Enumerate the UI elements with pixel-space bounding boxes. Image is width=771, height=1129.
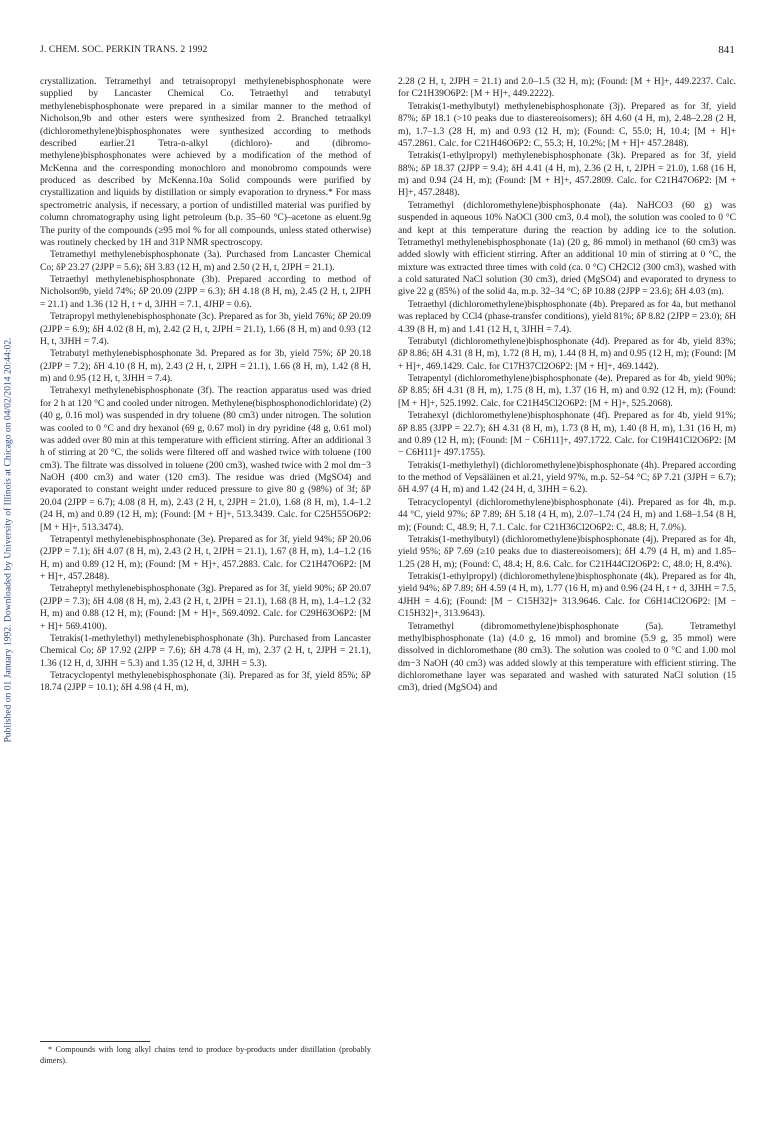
journal-citation: J. CHEM. SOC. PERKIN TRANS. 2 1992 bbox=[40, 44, 208, 55]
paragraph: Tetramethyl methylenebisphosphonate (3a). Purchased from Lancaster Chemical Co; δP 23.27 (2JPP = 5.6); δH 3.83 (12 H, m) and 2.50 (2 H, t, 2JPH = 21.1). bbox=[40, 249, 371, 273]
paragraph: Tetracyclopentyl (dichloromethylene)bisphosphonate (4i). Prepared as for 4h, m.p. 44 °C, yield 97%; δP 7.89; δH 5.18 (4 H, m), 2.07–1.74 (24 H, m) and 1.68–1.54 (8 H, m); (Found: C, 48.9; H, 7.1. Calc. for C21H36Cl2O6P2: C, 48.8; H, 7.0%). bbox=[398, 496, 736, 533]
paragraph: Tetraheptyl methylenebisphosphonate (3g). Prepared as for 3f, yield 90%; δP 20.07 (2JPP = 7.3); δH 4.08 (8 H, m), 2.43 (2 H, t, 2JPH = 21.1), 1.68 (8 H, m), 1.4–1.2 (32 H, m) and 0.88 (12 H, m); (Found: [M + H]+, 569.4092. Calc. for C29H63O6P2: [M + H]+ 569.4100). bbox=[40, 583, 371, 632]
paragraph: Tetrahexyl (dichloromethylene)bisphosphonate (4f). Prepared as for 4b, yield 91%; δP 8.85 (3JPP = 22.7); δH 4.31 (8 H, m), 1.73 (8 H, m), 1.40 (8 H, m), 1.31 (16 H, m) and 0.89 (12 H, m); (Found: [M − C6H11]+, 497.1722. Calc. for C19H41Cl2O6P2: [M − C6H11]+ 497.1755). bbox=[398, 410, 736, 459]
footnote-rule bbox=[40, 1041, 150, 1042]
running-head bbox=[40, 44, 735, 58]
paragraph: Tetrahexyl methylenebisphosphonate (3f). The reaction apparatus used was dried for 2 h at 120 °C and cooled under nitrogen. Methylene(bisphosphonodichloridate) (2) (40 g, 0.16 mol) was suspended in dry toluene (80 cm3) under nitrogen. The solution was cooled to 0 °C and dry hexanol (69 g, 0.67 mol) in dry pyridine (48 g, 0.61 mol) was added over 80 min at this temperature with efficient stirring. After an additional 3 h of stirring at 20 °C, the solids were filtered off and washed twice with toluene (100 cm3). The filtrate was dissolved in toluene (200 cm3), washed twice with 2 mol dm−3 NaOH (400 cm3) and water (120 cm3). The residue was dried (MgSO4) and evaporated to constant weight under reduced pressure to give 80 g (98%) of 3f; δP 20.04 (2JPP = 6.7); 4.08 (8 H, m), 2.43 (2 H, t, 2JPH = 21.0), 1.68 (8 H, m), 1.4–1.2 (24 H, m) and 0.89 (12 H, m); (Found: [M + H]+, 513.3439. Calc. for C25H55O6P2: [M + H]+, 513.3474). bbox=[40, 385, 371, 533]
paragraph: Tetrapentyl (dichloromethylene)bisphosphonate (4e). Prepared as for 4b, yield 90%; δP 8.85; δH 4.31 (8 H, m), 1.75 (8 H, m), 1.37 (16 H, m) and 0.92 (12 H, m); (Found: [M + H]+, 525.1992. Calc. for C21H45Cl2O6P2: [M + H]+, 525.2068). bbox=[398, 373, 736, 409]
paragraph: Tetramethyl (dibromomethylene)bisphosphonate (5a). Tetramethyl methylbisphosphonate (1a) (4.0 g, 16 mmol) and bromine (5.9 g, 35 mmol) were dissolved in dichloromethane (80 cm3). The solution was cooled to 0 °C and 1.00 mol dm−3 NaOH (40 cm3) was added slowly at this temperature with efficient stirring. The dichloromethane layer was separated and washed with saturated NaCl solution (15 cm3), dried (MgSO4) and bbox=[398, 620, 736, 694]
paragraph: 2.28 (2 H, t, 2JPH = 21.1) and 2.0–1.5 (32 H, m); (Found: [M + H]+, 449.2237. Calc. for C21H39O6P2: [M + H]+, 449.2222). bbox=[398, 76, 736, 100]
paragraph: Tetrakis(1-ethylpropyl) (dichloromethylene)bisphosphonate (4k). Prepared as for 4h, yield 94%; δP 7.89; δH 4.59 (4 H, m), 1.77 (16 H, m) and 0.96 (24 H, t + d, 3JHH = 7.5, 4JHH = 4.6); (Found: [M − C15H32]+ 313.9646. Calc. for C6H14Cl2O6P2: [M − C15H32]+, 313.9643). bbox=[398, 571, 736, 620]
page-number: 841 bbox=[718, 44, 735, 56]
paragraph: Tetrakis(1-methylbutyl) methylenebisphosphonate (3j). Prepared as for 3f, yield 87%; δP 18.1 (>10 peaks due to diastereoisomers); δH 4.60 (4 H, m), 2.48–2.28 (2 H, m), 1.7–1.3 (28 H, m) and 0.93 (12 H, m); (Found: C, 55.0; H, 10.4; [M + H]+ 457.2861. Calc. for C21H46O6P2: C, 55.3; H, 10.2%; [M + H]+ 457.2848). bbox=[398, 100, 736, 149]
paragraph: Tetrabutyl methylenebisphosphonate 3d. Prepared as for 3b, yield 75%; δP 20.18 (2JPP = 7.2); δH 4.10 (8 H, m), 2.43 (2 H, t, 2JPH = 21.1), 1.66 (8 H, m), 1.42 (8 H, m) and 0.95 (12 H, t, 3JHH = 7.4). bbox=[40, 348, 371, 384]
paragraph: Tetrakis(1-methylethyl) (dichloromethylene)bisphosphonate (4h). Prepared according to the method of Vepsäläinen et al.21, yield 97%, m.p. 52–54 °C; δP 7.21 (3JPH = 6.7); δH 4.97 (4 H, m) and 1.42 (24 H, d, 3JHH = 6.2). bbox=[398, 459, 736, 496]
footnote bbox=[40, 1045, 371, 1066]
paragraph: Tetrapentyl methylenebisphosphonate (3e). Prepared as for 3f, yield 94%; δP 20.06 (2JPP = 7.1); δH 4.07 (8 H, m), 2.43 (2 H, t, 2JPH = 21.1), 1.67 (8 H, m), 1.4–1.2 (16 H, m) and 0.89 (12 H, m); (Found: [M + H]+, 457.2883. Calc. for C21H47O6P2: [M + H]+, 457.2848). bbox=[40, 533, 371, 582]
footnote-text: * Compounds with long alkyl chains tend to produce by-products under distillation (probably dimers). bbox=[40, 1045, 371, 1065]
left-column bbox=[40, 76, 371, 695]
paragraph: Tetrakis(1-methylethyl) methylenebisphosphonate (3h). Purchased from Lancaster Chemical Co; δP 17.92 (2JPP = 7.6); δH 4.78 (4 H, m), 2.37 (2 H, t, 2JPH = 21.1), 1.36 (12 H, d, 3JHH = 5.3) and 1.35 (12 H, d, 3JHH = 5.3). bbox=[40, 632, 371, 669]
paragraph: Tetrapropyl methylenebisphosphonate (3c). Prepared as for 3b, yield 76%; δP 20.09 (2JPP = 6.9); δH 4.02 (8 H, m), 2.42 (2 H, t, 2JPH = 21.1), 1.66 (8 H, m) and 0.93 (12 H, t, 3JHH = 7.4). bbox=[40, 311, 371, 347]
paragraph: Tetrabutyl (dichloromethylene)bisphosphonate (4d). Prepared as for 4b, yield 83%; δP 8.86; δH 4.31 (8 H, m), 1.72 (8 H, m), 1.44 (8 H, m) and 0.95 (12 H, m); (Found: [M + H]+, 469.1429. Calc. for C17H37Cl2O6P2: [M + H]+, 469.1442). bbox=[398, 335, 736, 372]
paragraph: Tetramethyl (dichloromethylene)bisphosphonate (4a). NaHCO3 (60 g) was suspended in aqueous 10% NaOCl (300 cm3, 0.4 mol), the solution was cooled to 0 °C and kept at this temperature during the reaction by adding ice to the solution. Tetramethyl methylenebisphosphonate (1a) (20 g, 86 mmol) in methanol (60 cm3) was added slowly with efficient stirring. After an additional 10 min of stirring at 0 °C, the mixture was extracted three times with cold (ca. 0 °C) CH2Cl2 (300 cm3), washed with a cold saturated NaCl solution (30 cm3), dried (MgSO4) and evaporated to dryness to give 22 g (85%) of the solid 4a, m.p. 32–34 °C; δP 10.88 (2JPP = 23.6); δH 4.03 (m). bbox=[398, 199, 736, 298]
download-watermark-text: Published on 01 January 1992. Downloaded by University of Illinois at Chicago on 04/02/2014 20:44:02. bbox=[2, 337, 14, 743]
paragraph: Tetraethyl (dichloromethylene)bisphosphonate (4b). Prepared as for 4a, but methanol was replaced by CCl4 (phase-transfer conditions), yield 81%; δP 8.82 (2JPP = 23.0); δH 4.39 (8 H, m) and 1.41 (12 H, t, 3JHH = 7.4). bbox=[398, 298, 736, 335]
paragraph: Tetracyclopentyl methylenebisphosphonate (3i). Prepared as for 3f, yield 85%; δP 18.74 (2JPP = 10.1); δH 4.98 (4 H, m), bbox=[40, 670, 371, 694]
right-column bbox=[398, 76, 736, 695]
paragraph: Tetraethyl methylenebisphosphonate (3b). Prepared according to method of Nicholson9b, yield 74%; δP 20.09 (2JPP = 6.3); δH 4.18 (8 H, m), 2.45 (2 H, t, 2JPH = 21.1) and 1.36 (12 H, t + d, 3JHH = 7.1, 4JHP = 0.6). bbox=[40, 274, 371, 310]
paragraph: Tetrakis(1-ethylpropyl) methylenebisphosphonate (3k). Prepared as for 3f, yield 88%; δP 18.37 (2JPP = 9.4); δH 4.41 (4 H, m), 2.36 (2 H, t, 2JPH = 21.0), 1.68 (16 H, m) and 0.94 (24 H, m); (Found: [M + H]+, 457.2809. Calc. for C21H47O6P2: [M + H]+, 457.2848). bbox=[398, 150, 736, 199]
paragraph: crystallization. Tetramethyl and tetraisopropyl methylenebisphosphonate were supplied by Lancaster Chemical Co. Tetraethyl and tetrabutyl methylenebisphosphonate were prepared in a similar manner to the method of Nicholson,9b and other esters were synthesized from 2. Branched tetraalkyl (dichloromethylene)bisphosphonates were synthesized according to methods described earlier.21 Tetra-n-alkyl (dichloro)- and (dibromo-methylene)bisphosphonates were achieved by a modification of the method of McKenna and the corresponding monochloro and monobromo compounds were produced as described by McKenna.10a Solid compounds were purified by crystallization and liquids by distillation or simply evaporation to dryness.* For mass spectrometric analysis, if necessary, a portion of undistilled material was purified by column chromatography using light petroleum (b.p. 35–60 °C)–acetone as eluent.9g The purity of the compounds (≥95 mol % for all compounds, unless stated otherwise) was routinely checked by 1H and 31P NMR spectroscopy. bbox=[40, 76, 371, 248]
paragraph: Tetrakis(1-methylbutyl) (dichloromethylene)bisphosphonate (4j). Prepared as for 4h, yield 95%; δP 7.69 (≥10 peaks due to diastereoisomers); δH 4.79 (4 H, m) and 1.85–1.25 (28 H, m); (Found: C, 48.4; H, 8.6. Calc. for C21H44Cl2O6P2: C, 48.0; H, 8.4%). bbox=[398, 533, 736, 570]
